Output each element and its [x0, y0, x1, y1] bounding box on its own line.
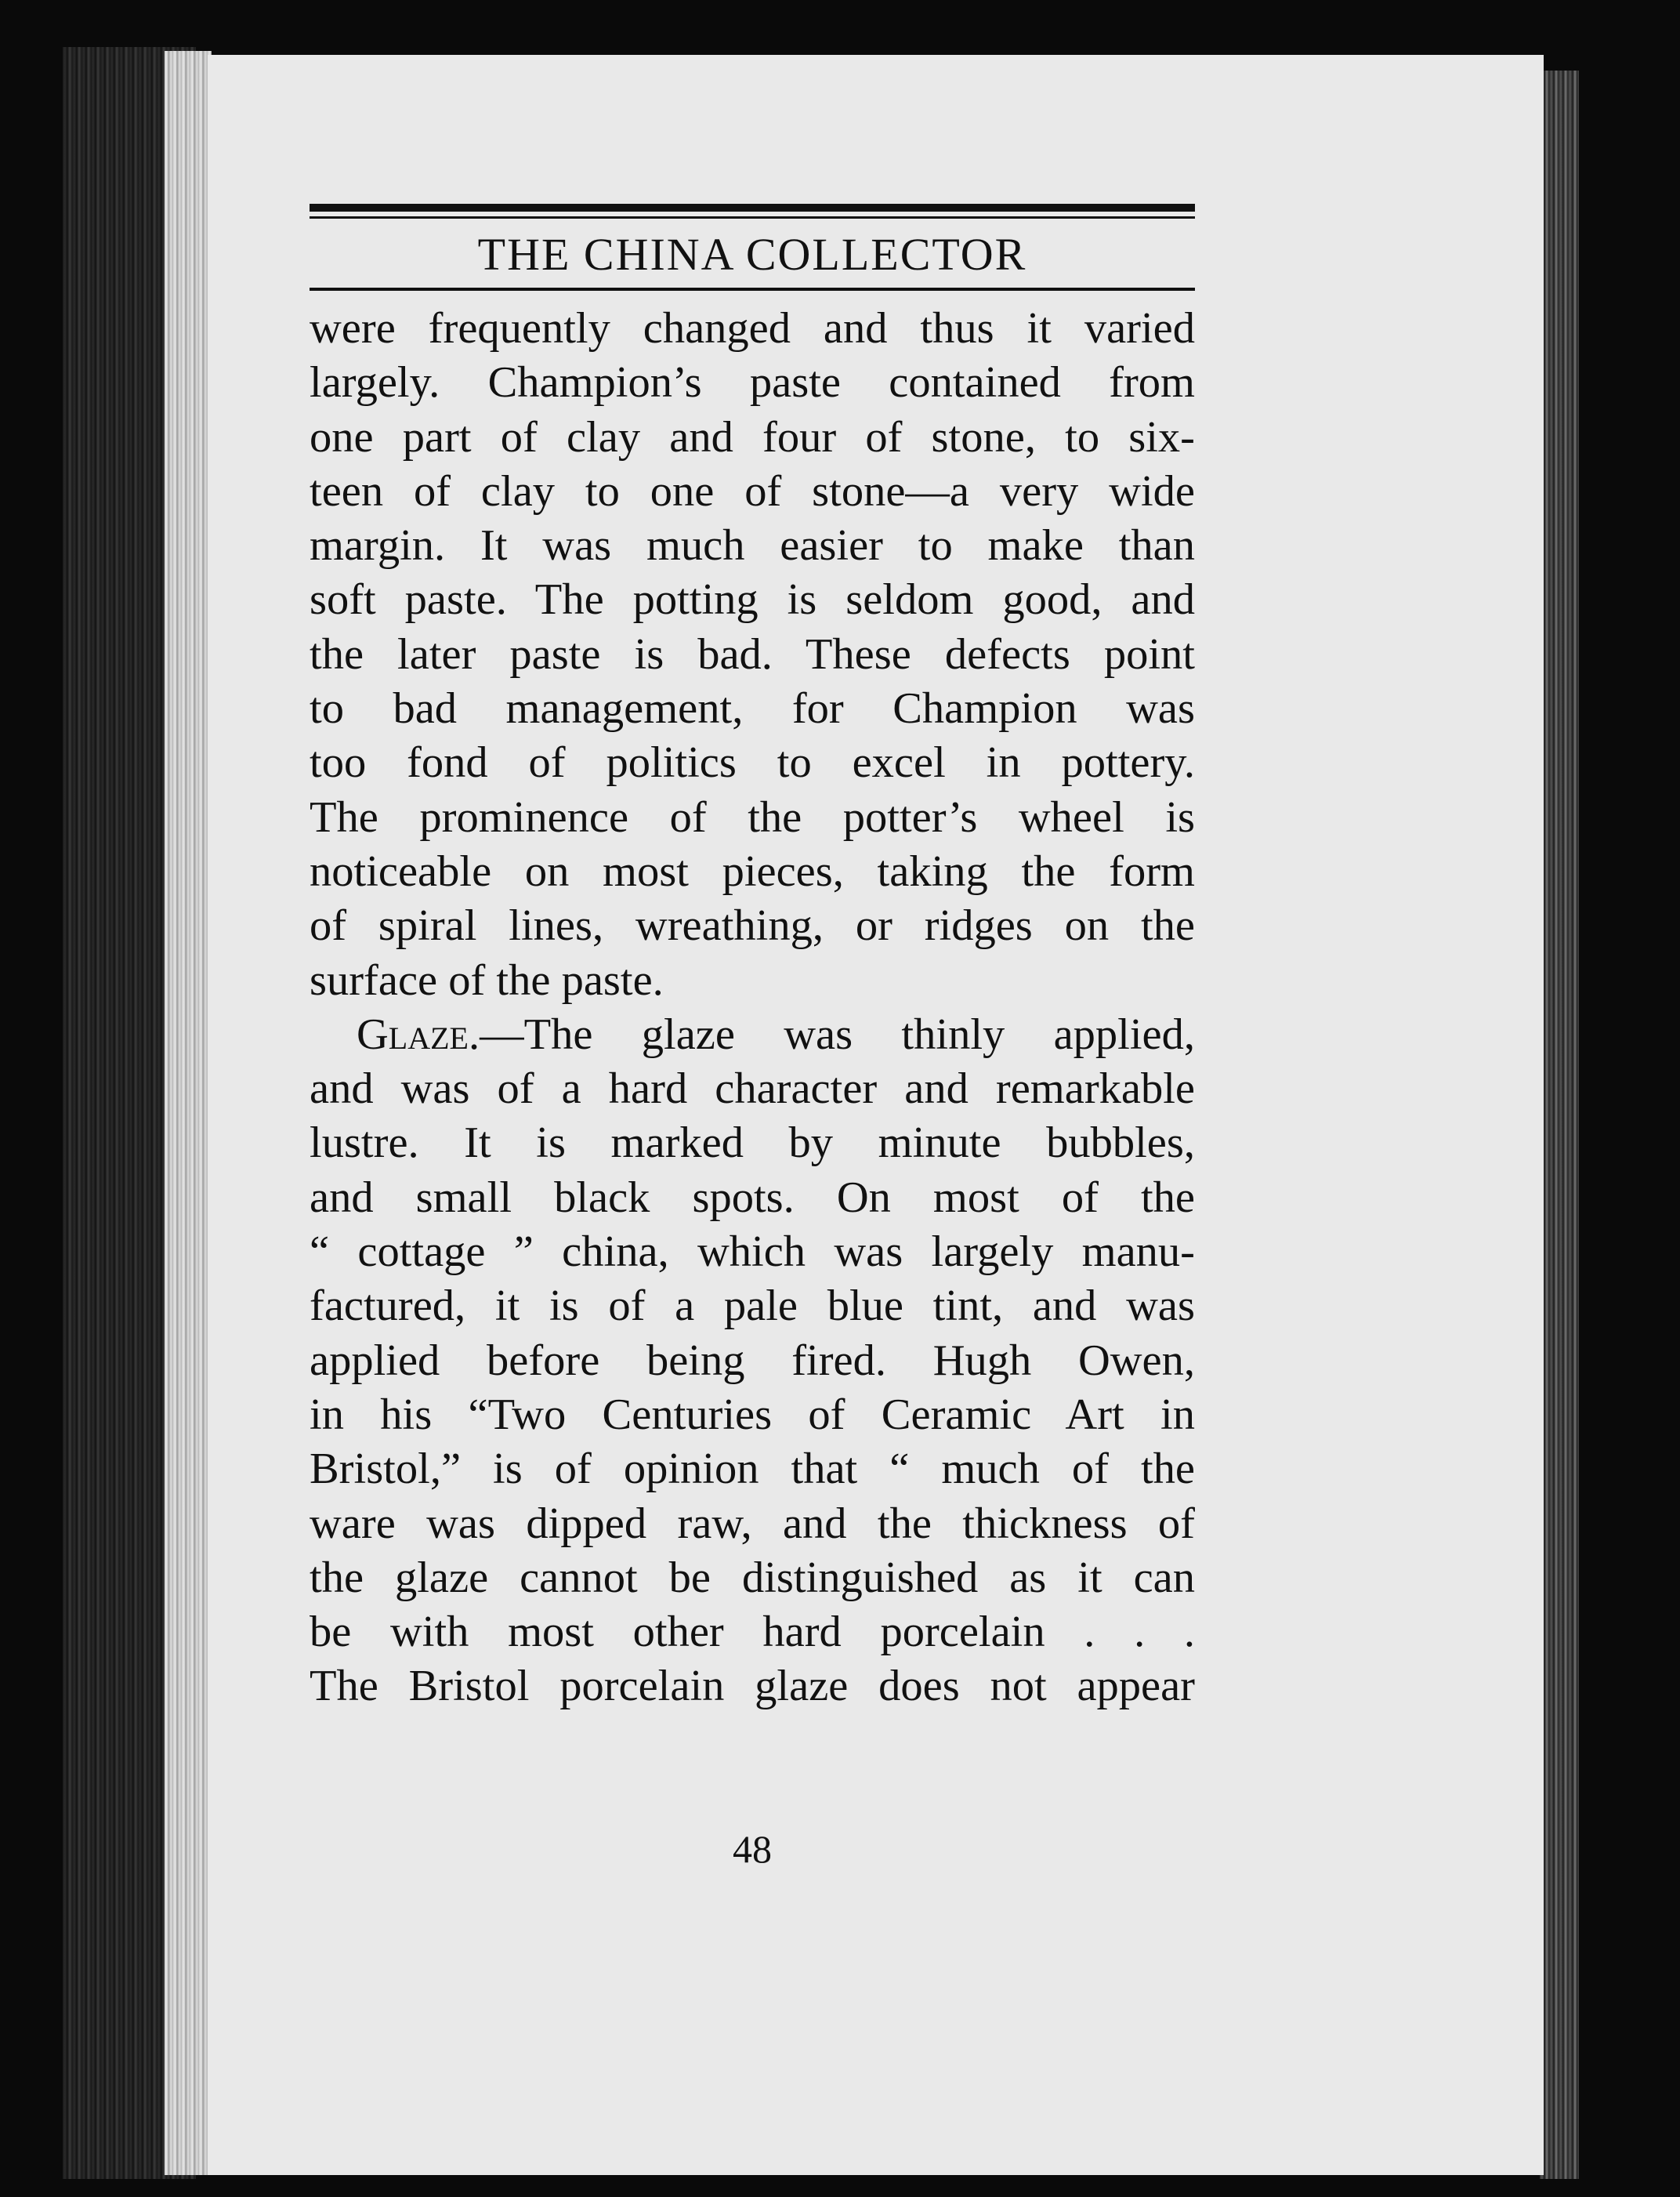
paragraph-2 — [310, 1008, 1195, 1714]
text-line: largely. Champion’s paste contained from — [310, 358, 1195, 408]
header-rule-under — [310, 288, 1195, 291]
text-line: in his “Two Centuries of Ceramic Art in — [310, 1390, 1195, 1439]
page-content — [310, 204, 1195, 1714]
text-line: soft paste. The potting is seldom good, and — [310, 575, 1195, 625]
text-line: margin. It was much easier to make than — [310, 521, 1195, 571]
header-rule-thin — [310, 216, 1195, 219]
text-line: teen of clay to one of stone—a very wide — [310, 466, 1195, 516]
running-title: THE CHINA COLLECTOR — [477, 229, 1027, 280]
text-line: lustre. It is marked by minute bubbles, — [310, 1118, 1195, 1168]
text-line: applied before being fired. Hugh Owen, — [310, 1336, 1195, 1385]
text-line: Bristol,” is of opinion that “ much of the — [310, 1445, 1195, 1494]
text-line — [310, 1008, 1195, 1062]
text-line: factured, it is of a pale blue tint, and was — [310, 1282, 1195, 1331]
text-line: “ cottage ” china, which was largely manu- — [310, 1227, 1195, 1277]
paragraph-1 — [310, 302, 1195, 1008]
text-line: ware was dipped raw, and the thickness of — [310, 1499, 1195, 1548]
text-line: of spiral lines, wreathing, or ridges on the — [310, 901, 1195, 951]
text-line: and was of a hard character and remarkable — [310, 1064, 1195, 1114]
text-line: were frequently changed and thus it varied — [310, 304, 1195, 353]
text-line: one part of clay and four of stone, to six- — [310, 412, 1195, 462]
book-edge-right — [1540, 71, 1579, 2179]
text-line: The prominence of the potter’s wheel is — [310, 792, 1195, 842]
text-line: the later paste is bad. These defects point — [310, 629, 1195, 679]
book-page-edges — [165, 51, 212, 2175]
header-rule-thick — [310, 204, 1195, 212]
text-line: noticeable on most pieces, taking the form — [310, 847, 1195, 896]
text-line: be with most other hard porcelain . . . — [310, 1608, 1195, 1657]
text-fragment: —The glaze was thinly applied, — [480, 1010, 1195, 1059]
page-number: 48 — [733, 1827, 772, 1871]
text-line: to bad management, for Champion was — [310, 684, 1195, 734]
text-line: and small black spots. On most of the — [310, 1173, 1195, 1222]
text-line: surface of the paste. — [310, 955, 664, 1005]
text-line: The Bristol porcelain glaze does not appear — [310, 1662, 1195, 1711]
text-line: too fond of politics to excel in pottery. — [310, 738, 1195, 788]
section-lead-in: Glaze. — [357, 1010, 480, 1059]
text-line: the glaze cannot be distinguished as it can — [310, 1553, 1195, 1602]
body-text — [310, 302, 1195, 1714]
